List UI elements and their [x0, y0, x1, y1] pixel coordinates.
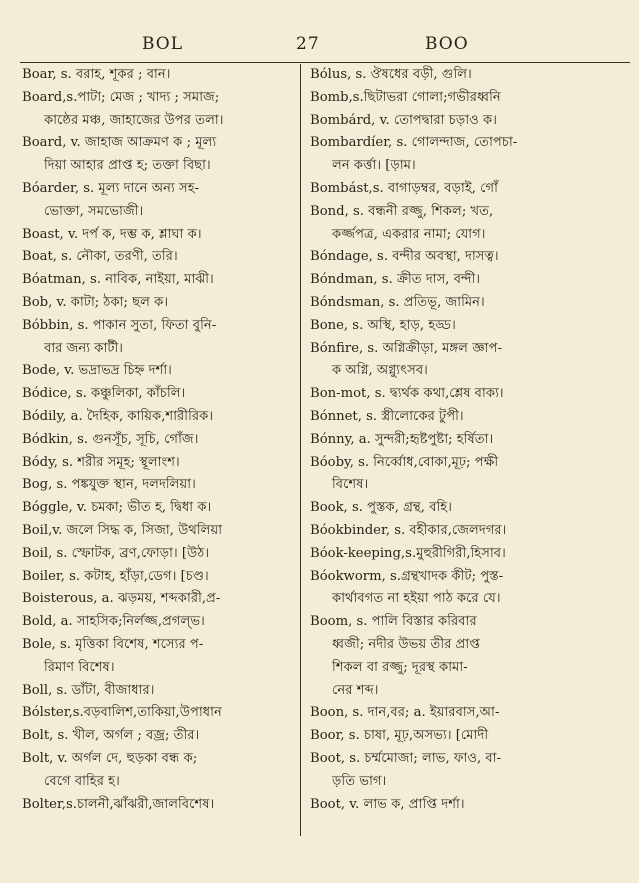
entry-line: Bónfire, s. অগ্নিক্রীড়া, মঙ্গল জ্ঞাপ-: [310, 340, 503, 356]
entry-line: Bódice, s. কঞ্চুলিকা, কাঁচলি।: [22, 386, 186, 402]
entry-line: কাষ্ঠের মঞ্চ, জাহাজের উপর তলা।: [44, 112, 224, 128]
entry-line: রিমাণ বিশেষ।: [44, 659, 115, 675]
entry-line: Boast, v. দর্প ক, দম্ভ ক, শ্লাঘা ক।: [22, 226, 202, 242]
entry-line: Bombardíer, s. গোলন্দাজ, তোপচা-: [310, 135, 518, 151]
running-header: [0, 34, 639, 58]
entry-line: Bolt, s. খীল, অর্গল ; বজ্র; তীর।: [22, 728, 200, 744]
entry-line: Bone, s. অস্থি, হাড়, হড্ড।: [310, 317, 456, 333]
entry-line: Bónnet, s. স্ত্রীলোকের টুপী।: [310, 408, 464, 424]
entry-line: Bog, s. পঙ্কযুক্ত স্থান, দলদলিয়া।: [22, 477, 196, 493]
entry-line: Boat, s. নৌকা, তরণী, তরি।: [22, 249, 178, 265]
entry-line: ধ্বজী; নদীর উভয় তীর প্রাপ্ত: [332, 636, 481, 652]
page-number: 27: [296, 34, 320, 54]
entry-line: Boor, s. চাষা, মূঢ়,অসভ্য। [মোদী: [310, 728, 489, 744]
entry-line: Boar, s. বরাহ, শূকর ; বান।: [22, 67, 171, 82]
entry-line: দিয়া আহার প্রাপ্ত হ; তক্তা বিছা।: [44, 158, 211, 174]
entry-line: Bóarder, s. মূল্য দানে অন্য সহ-: [22, 180, 200, 196]
entry-line: Bóndsman, s. প্রতিভূ, জামিন।: [310, 294, 485, 310]
entry-line: Boil, s. স্ফোটক, ব্রণ,ফোড়া। [উঠ।: [22, 545, 210, 561]
header-rule: [20, 62, 630, 63]
entry-line: বার জন্য কাটী।: [44, 340, 124, 356]
entry-line: Bóggle, v. চমকা; ভীত হ, দ্বিধা ক।: [22, 500, 212, 516]
entry-line: Bole, s. মৃত্তিকা বিশেষ, শস্যের প-: [22, 636, 204, 652]
entry-line: Boisterous, a. ঝড়ময়, শব্দকারী,প্র-: [22, 591, 221, 607]
entry-line: Bombást,s. বাগাড়ম্বর, বড়াই, গোঁ: [310, 180, 498, 196]
entry-line: Bólus, s. ঔষধের বড়ী, গুলি।: [310, 67, 472, 82]
entry-line: ভোক্তা, সমভোজী।: [44, 203, 144, 219]
entry-line: Boil,v. জলে সিদ্ধ ক, সিজা, উথলিয়া: [22, 522, 223, 538]
entry-line: Bolt, v. অর্গল দে, হুড়কা বন্ধ ক;: [22, 750, 198, 766]
entry-line: Bon-mot, s. দ্ব্যর্থক কথা,শ্লেষ বাক্য।: [310, 386, 504, 402]
entry-line: Board,s.পাটা; মেজ ; খাদ্য ; সমাজ;: [22, 89, 220, 105]
entry-line: Boll, s. ডাঁটা, বীজাধার।: [22, 682, 155, 698]
left-column: [22, 64, 304, 816]
entry-line: Board, v. জাহাজ আক্রমণ ক ; মূল্য: [22, 135, 217, 151]
header-right-guideword: BOO: [425, 34, 469, 54]
entry-line: Bóatman, s. নাবিক, নাইয়া, মাঝী।: [22, 272, 214, 288]
entry-line: Boon, s. দান,বর; a. ইয়ারবাস,আ-: [310, 705, 500, 721]
entry-line: Bomb,s.ছিটাভরা গোলা;গভীরধ্বনি: [310, 89, 501, 105]
entry-line: Bóndman, s. ক্রীত দাস, বন্দী।: [310, 272, 481, 288]
entry-line: ড়তি ভাগ।: [332, 773, 387, 789]
entry-line: Bónny, a. সুন্দরী;হৃষ্টপুষ্টা; হর্ষিতা।: [310, 431, 494, 447]
right-column: [310, 64, 592, 816]
entry-line: Bóndage, s. বন্দীর অবস্থা, দাসত্ব।: [310, 249, 499, 265]
entry-line: Boot, v. লাভ ক, প্রাপ্তি দর্শা।: [310, 796, 465, 812]
entry-line: Boom, s. পালি বিস্তার করিবার: [310, 614, 477, 630]
entry-line: Bombárd, v. তোপদ্বারা চড়াও ক।: [310, 112, 497, 128]
entry-line: ক অগ্নি, অগ্ন্যুৎসব।: [332, 363, 428, 379]
entry-line: কার্থাবগত না হইয়া পাঠ করে যে।: [332, 591, 501, 607]
entry-line: Bóbbin, s. পাকান সুতা, ফিতা বুনি-: [22, 317, 217, 333]
entry-line: Bode, v. ভদ্রাভদ্র চিহ্ন দর্শা।: [22, 363, 172, 379]
entry-line: Bóokworm, s.গ্রন্থখাদক কীট; পুস্ত-: [310, 568, 504, 584]
entry-line: লন কর্ত্তা। [ড়াম।: [332, 158, 416, 174]
entry-line: Book, s. পুস্তক, গ্রন্থ, বহি।: [310, 500, 452, 516]
entry-line: শিকল বা রজ্জু; দূরস্থ কামা-: [332, 659, 468, 675]
entry-line: Bódy, s. শরীর সমূহ; স্থূলাংশ।: [22, 454, 180, 470]
entry-line: Bolter,s.চালনী,ঝাঁঝরী,জালবিশেষ।: [22, 796, 215, 812]
entry-line: Bódkin, s. গুনসূঁচ, সূচি, গোঁজ।: [22, 431, 199, 447]
entry-line: Bóok-keeping,s.মুহুরীগিরী,হিসাব।: [310, 545, 506, 561]
entry-line: Bold, a. সাহসিক;নির্লজ্জ,প্রগল্ভ।: [22, 614, 205, 630]
entry-line: কর্জ্জপত্র, একরার নামা; যোগ।: [332, 226, 486, 242]
entry-line: Bólster,s.বড়বালিশ,তাকিয়া,উপাধান: [22, 705, 222, 721]
entry-line: Bob, v. কাটা; ঠকা; ছল ক।: [22, 294, 169, 310]
entry-line: নের শব্দ।: [332, 682, 379, 698]
entry-line: Bódily, a. দৈহিক, কায়িক,শারীরিক।: [22, 408, 214, 424]
header-left-guideword: BOL: [142, 34, 184, 54]
entry-line: Bond, s. বন্ধনী রজ্জু, শিকল; খত,: [310, 203, 494, 219]
entry-line: বিশেষ।: [332, 477, 369, 493]
entry-line: বেগে বাহির হ।: [44, 773, 120, 789]
entry-line: Bóokbinder, s. বহীকার,জেলদগর।: [310, 522, 507, 538]
entry-line: Boiler, s. কটাহ, হাঁড়া,ডেগ। [চণ্ড।: [22, 568, 209, 584]
entry-line: Boot, s. চর্ম্মমোজা; লাভ, ফাও, বা-: [310, 750, 502, 766]
entry-line: Bóoby, s. নির্ব্বোধ,বোকা,মূঢ়; পক্ষী: [310, 454, 499, 470]
